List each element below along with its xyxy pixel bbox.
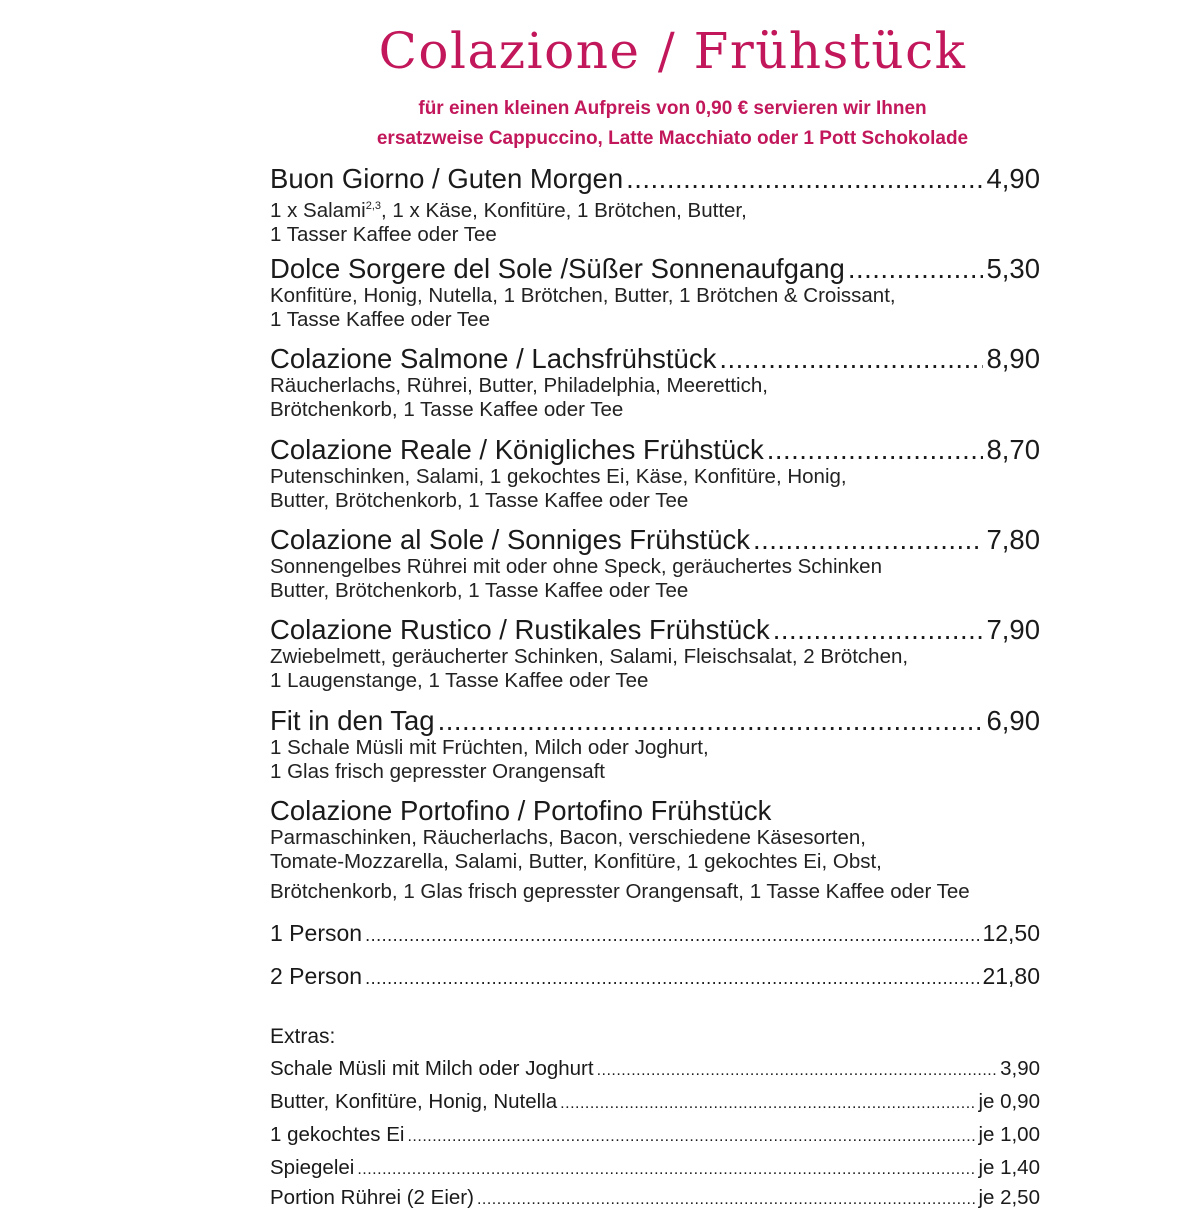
extras-heading: Extras: — [270, 1025, 336, 1048]
dot-leader — [597, 1062, 998, 1080]
menu-item-name: Colazione Reale / Königliches Frühstück — [270, 435, 764, 465]
menu-item-description: 1 Laugenstange, 1 Tasse Kaffee oder Tee — [270, 669, 649, 692]
menu-item-price: 7,90 — [986, 615, 1040, 645]
dot-leader — [719, 344, 983, 374]
menu-item — [270, 254, 1040, 332]
extra-item-price: je 1,40 — [978, 1156, 1040, 1179]
allergen-note: 2,3 — [365, 200, 382, 212]
menu-item-description: Tomate-Mozzarella, Salami, Butter, Konfitüre, 1 gekochtes Ei, Obst, — [270, 850, 882, 873]
menu-item-description: Sonnengelbes Rührei mit oder ohne Speck, geräuchertes Schinken — [270, 555, 882, 578]
dot-leader — [767, 435, 984, 465]
menu-item-price: 4,90 — [986, 164, 1040, 194]
menu-item-price: 6,90 — [986, 706, 1040, 736]
person-option-price: 21,80 — [982, 963, 1040, 989]
extra-item-name: Butter, Konfitüre, Honig, Nutella — [270, 1090, 558, 1113]
menu-item-price: 8,70 — [986, 435, 1040, 465]
extra-item — [270, 1090, 1040, 1114]
menu-item — [270, 344, 1040, 422]
extra-item-price: je 1,00 — [978, 1123, 1040, 1146]
extra-item — [270, 1156, 1040, 1180]
menu-item-header — [270, 525, 1040, 555]
menu-item-description: 1 Glas frisch gepresster Orangensaft — [270, 760, 605, 783]
dot-leader — [477, 1191, 975, 1209]
menu-item-header — [270, 435, 1040, 465]
dot-leader — [848, 254, 984, 284]
menu-item-name: Colazione al Sole / Sonniges Frühstück — [270, 525, 750, 555]
dot-leader — [365, 968, 979, 989]
menu-item-name: Fit in den Tag — [270, 706, 435, 736]
extra-item-name: Portion Rührei (2 Eier) — [270, 1186, 474, 1209]
menu-item — [270, 164, 1040, 247]
subtitle-line-2: ersatzweise Cappuccino, Latte Macchiato oder 1 Pott Schokolade — [376, 128, 969, 149]
menu-item-header — [270, 344, 1040, 374]
person-option-label: 1 Person — [270, 920, 363, 946]
page-title: Colazione / Frühstück — [378, 22, 967, 80]
extra-item-name: Spiegelei — [270, 1156, 355, 1179]
dot-leader — [357, 1161, 975, 1179]
extra-item-price: je 2,50 — [978, 1186, 1040, 1209]
menu-item-header — [270, 164, 1040, 194]
menu-item-name: Colazione Rustico / Rustikales Frühstück — [270, 615, 770, 645]
menu-item-header — [270, 254, 1040, 284]
menu-item — [270, 615, 1040, 693]
menu-item — [270, 706, 1040, 784]
menu-item-description: Brötchenkorb, 1 Tasse Kaffee oder Tee — [270, 398, 624, 421]
menu-item-header — [270, 706, 1040, 736]
menu-item-description: Konfitüre, Honig, Nutella, 1 Brötchen, Butter, 1 Brötchen & Croissant, — [270, 284, 896, 307]
dot-leader — [753, 525, 983, 555]
menu-item-description: Brötchenkorb, 1 Glas frisch gepresster Orangensaft, 1 Tasse Kaffee oder Tee — [270, 880, 970, 903]
menu-item-name: Dolce Sorgere del Sole /Süßer Sonnenaufgang — [270, 254, 845, 284]
dot-leader — [438, 706, 984, 736]
menu-item-name: Colazione Portofino / Portofino Frühstück — [270, 796, 772, 826]
dot-leader — [407, 1128, 975, 1146]
person-option — [270, 963, 1040, 990]
person-option-price: 12,50 — [982, 920, 1040, 946]
menu-item — [270, 796, 1070, 904]
menu-item-description: Butter, Brötchenkorb, 1 Tasse Kaffee oder Tee — [270, 579, 689, 602]
menu-item — [270, 435, 1040, 513]
extra-item-name: Schale Müsli mit Milch oder Joghurt — [270, 1057, 594, 1080]
extra-item-name: 1 gekochtes Ei — [270, 1123, 405, 1146]
menu-item-description: Putenschinken, Salami, 1 gekochtes Ei, Käse, Konfitüre, Honig, — [270, 465, 847, 488]
dot-leader — [626, 164, 983, 194]
menu-item-description: 1 Tasser Kaffee oder Tee — [270, 222, 497, 246]
menu-item-description: Zwiebelmett, geräucherter Schinken, Salami, Fleischsalat, 2 Brötchen, — [270, 645, 909, 668]
menu-item — [270, 525, 1040, 603]
description-text: , 1 x Käse, Konfitüre, 1 Brötchen, Butter, — [381, 198, 747, 222]
subtitle-line-1: für einen kleinen Aufpreis von 0,90 € servieren wir Ihnen — [418, 98, 927, 119]
menu-item-description: Butter, Brötchenkorb, 1 Tasse Kaffee oder Tee — [270, 489, 689, 512]
dot-leader — [365, 925, 979, 946]
menu-item-header — [270, 796, 1070, 826]
menu-item-description: 1 Tasse Kaffee oder Tee — [270, 308, 490, 331]
menu-item-description: 1 Schale Müsli mit Früchten, Milch oder Joghurt, — [270, 736, 709, 759]
extra-item — [270, 1123, 1040, 1147]
menu-item-description: Räucherlachs, Rührei, Butter, Philadelphia, Meerettich, — [270, 374, 768, 397]
description-text: 1 x Salami — [270, 198, 366, 222]
person-option — [270, 920, 1040, 947]
menu-item-description: Parmaschinken, Räucherlachs, Bacon, verschiedene Käsesorten, — [270, 826, 866, 849]
dot-leader — [773, 615, 984, 645]
dot-leader — [560, 1095, 975, 1113]
menu-item-price: 5,30 — [986, 254, 1040, 284]
extra-item-price: 3,90 — [1000, 1057, 1040, 1080]
extra-item — [270, 1057, 1040, 1081]
extra-item — [270, 1186, 1040, 1210]
extra-item-price: je 0,90 — [978, 1090, 1040, 1113]
menu-item-name: Colazione Salmone / Lachsfrühstück — [270, 344, 717, 374]
menu-item-description — [270, 194, 1040, 223]
menu-item-name: Buon Giorno / Guten Morgen — [270, 164, 624, 194]
menu-item-header — [270, 615, 1040, 645]
menu-item-price: 8,90 — [986, 344, 1040, 374]
menu-item-price: 7,80 — [986, 525, 1040, 555]
person-option-label: 2 Person — [270, 963, 363, 989]
